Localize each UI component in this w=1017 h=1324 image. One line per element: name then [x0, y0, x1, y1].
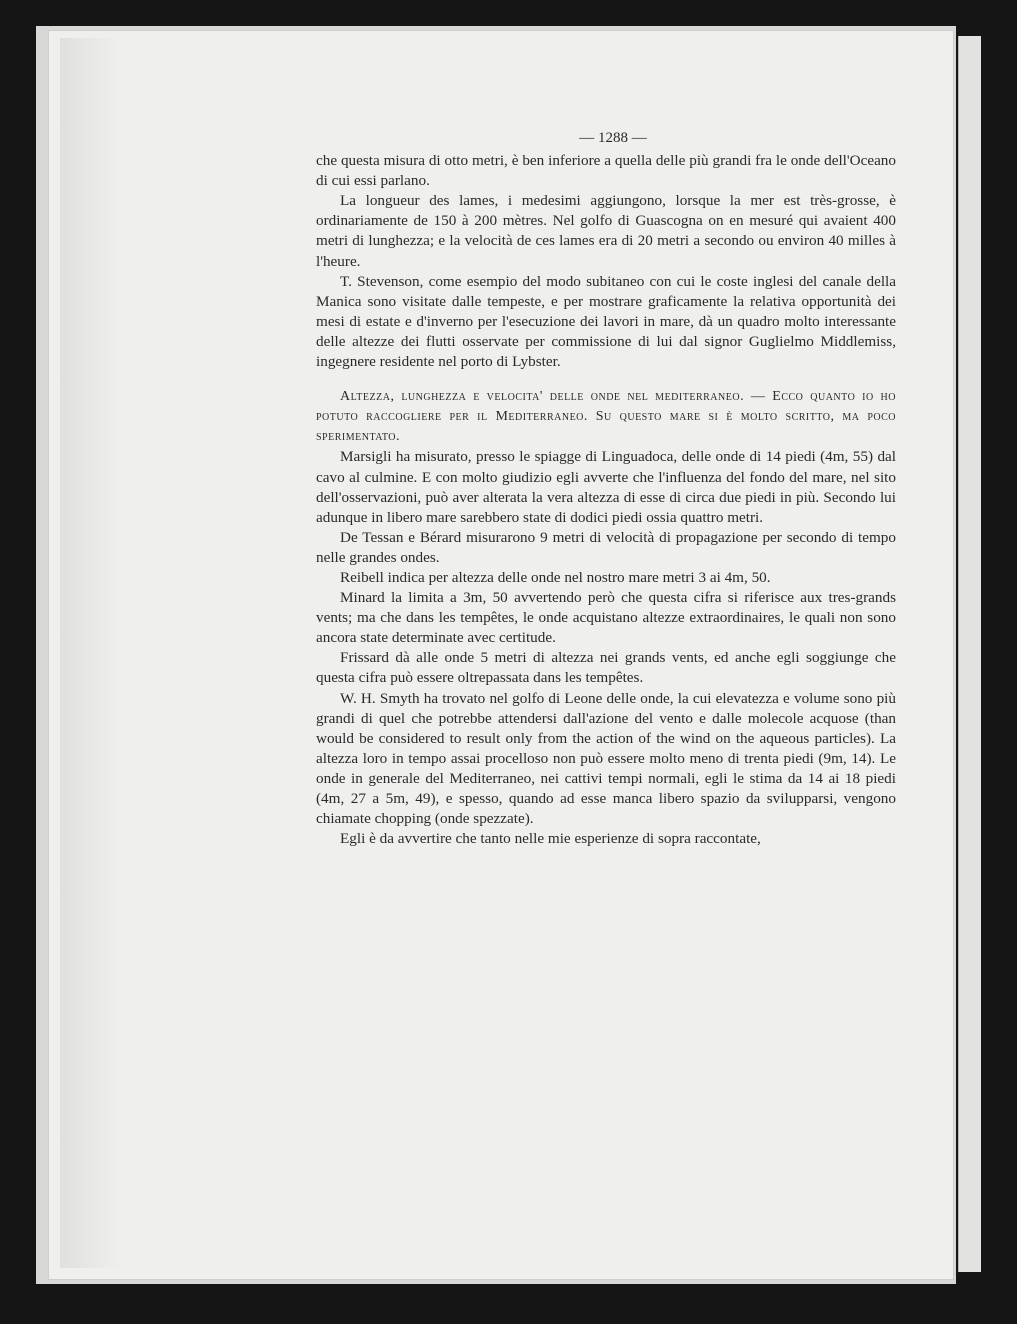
page-text [316, 128, 896, 849]
paragraph: Minard la limita a 3m, 50 avvertendo però che questa cifra si riferisce aux tres-grands vents; ma che dans les tempêtes, le onde acquistano altezze extraordinaires, le quali non sono ancora state determinate avec certitude. [316, 589, 896, 647]
page-number: — 1288 — [579, 130, 647, 146]
paragraph: Egli è da avvertire che tanto nelle mie esperienze di sopra raccontate, [340, 830, 761, 848]
page-gutter [60, 38, 120, 1268]
section-heading-paragraph: Altezza, lunghezza e velocita' delle onde nel mediterraneo. — Ecco quanto io ho potuto raccogliere per il Mediterraneo. Su questo mare si è molto scritto, ma poco sperimentato. [316, 389, 896, 445]
next-page-edge [958, 36, 981, 1272]
paragraph: La longueur des lames, i medesimi aggiungono, lorsque la mer est très-grosse, è ordinariamente de 150 à 200 mètres. Nel golfo di Guascogna on en mesuré qui avaient 400 metri di lunghezza; e la velocità de ces lames era di 20 metri a secondo ou environ 40 milles à l'heure. [316, 192, 896, 270]
paragraph: Reibell indica per altezza delle onde nel nostro mare metri 3 ai 4m, 50. [340, 568, 771, 586]
paragraph: T. Stevenson, come esempio del modo subitaneo con cui le coste inglesi del canale della Manica sono visitate dalle tempeste, e per mostrare graficamente la relativa opportunità dei mesi di estate e d'inverno per l'esecuzione dei lavori in mare, dà un quadro molto interessante delle altezze dei flutti osservate per commissione di lui dal signor Guglielmo Middlemiss, ingegnere residente nel porto di Lybster. [316, 272, 896, 371]
section-gap [316, 372, 896, 378]
paragraph: W. H. Smyth ha trovato nel golfo di Leone delle onde, la cui elevatezza e volume sono più grandi di quel che potrebbe attendersi dall'azione del vento e dalle molecole acquose (than would be considered to result only from the action of the wind on the aqueous particles). La altezza loro in tempo assai procelloso non può essere molto meno di trenta piedi (9m, 14). Le onde in generale del Mediterraneo, nei cattivi tempi normali, egli le stima da 14 ai 18 piedi (4m, 27 a 5m, 49), e spesso, quando ad esse manca libero spazio da svilupparsi, vengono chiamate chopping (onde spezzate). [316, 689, 896, 828]
paragraph: De Tessan e Bérard misurarono 9 metri di velocità di propagazione per secondo di tempo nelle grandes ondes. [316, 528, 896, 566]
paragraph: che questa misura di otto metri, è ben inferiore a quella delle più grandi fra le onde dell'Oceano di cui essi parlano. [316, 152, 896, 190]
paragraph: Frissard dà alle onde 5 metri di altezza nei grands vents, ed anche egli soggiunge che questa cifra può essere oltrepassata dans les tempêtes. [316, 649, 896, 687]
paragraph: Marsigli ha misurato, presso le spiagge di Linguadoca, delle onde di 14 piedi (4m, 55) dal cavo al culmine. E con molto giudizio egli avverte che l'influenza del fondo del mare, nel sito dell'osservazioni, può aver alterata la vera altezza di esse di circa due piedi in più. Secondo lui adunque in libero mare sarebbero state di dodici piedi ossia quattro metri. [316, 448, 896, 526]
